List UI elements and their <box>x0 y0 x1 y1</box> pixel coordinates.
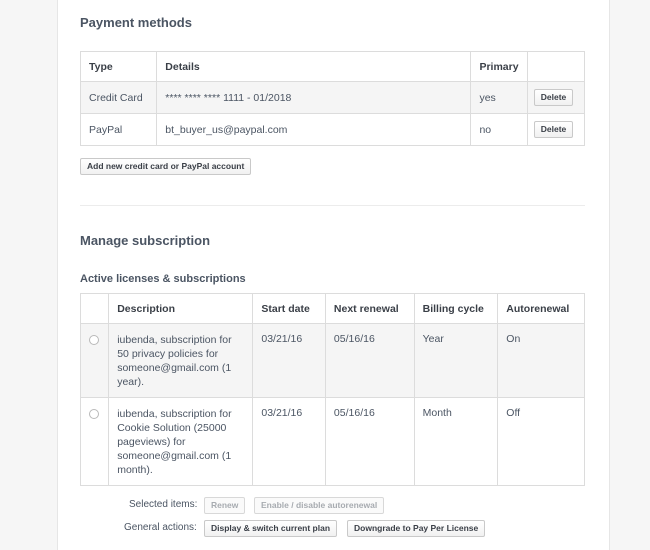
payment-primary: yes <box>471 82 527 114</box>
select-subscription-radio[interactable] <box>89 335 99 345</box>
payment-methods-title: Payment methods <box>80 15 192 30</box>
renew-button[interactable]: Renew <box>204 497 245 514</box>
subscription-start-date: 03/21/16 <box>253 398 326 486</box>
subscription-description: iubenda, subscription for 50 privacy policies for someone@gmail.com (1 year). <box>109 324 253 398</box>
payment-details: **** **** **** 1111 - 01/2018 <box>157 82 471 114</box>
toggle-autorenewal-button[interactable]: Enable / disable autorenewal <box>254 497 384 514</box>
section-divider <box>80 205 585 206</box>
col-actions <box>527 52 584 82</box>
payment-methods-table <box>80 51 585 146</box>
payment-actions-cell <box>527 82 584 114</box>
col-next-renewal: Next renewal <box>325 294 414 324</box>
payment-type: PayPal <box>81 114 157 146</box>
payment-table-header <box>81 52 585 82</box>
switch-plan-button[interactable]: Display & switch current plan <box>204 520 337 537</box>
payment-details: bt_buyer_us@paypal.com <box>157 114 471 146</box>
subscription-description: iubenda, subscription for Cookie Solution (25000 pageviews) for someone@gmail.com (1 month). <box>109 398 253 486</box>
subscription-autorenewal: Off <box>498 398 585 486</box>
select-cell <box>81 398 109 486</box>
payment-type: Credit Card <box>81 82 157 114</box>
select-cell <box>81 324 109 398</box>
col-autorenewal: Autorenewal <box>498 294 585 324</box>
subscription-next-renewal: 05/16/16 <box>325 398 414 486</box>
account-panel <box>57 0 610 550</box>
subscription-row <box>81 324 585 398</box>
col-billing-cycle: Billing cycle <box>414 294 498 324</box>
add-payment-method-button[interactable]: Add new credit card or PayPal account <box>80 158 251 175</box>
general-actions-label: General actions: <box>124 522 197 533</box>
col-primary: Primary <box>471 52 527 82</box>
subscription-start-date: 03/21/16 <box>253 324 326 398</box>
col-type: Type <box>81 52 157 82</box>
subscription-billing-cycle: Month <box>414 398 498 486</box>
subscription-next-renewal: 05/16/16 <box>325 324 414 398</box>
col-start-date: Start date <box>253 294 326 324</box>
col-select <box>81 294 109 324</box>
payment-row-paypal <box>81 114 585 146</box>
downgrade-button[interactable]: Downgrade to Pay Per License <box>347 520 485 537</box>
subscription-row <box>81 398 585 486</box>
payment-row-credit-card <box>81 82 585 114</box>
subscriptions-table <box>80 293 585 486</box>
col-details: Details <box>157 52 471 82</box>
subscription-billing-cycle: Year <box>414 324 498 398</box>
col-description: Description <box>109 294 253 324</box>
delete-credit-card-button[interactable]: Delete <box>534 89 574 106</box>
selected-items-label: Selected items: <box>129 499 198 510</box>
select-subscription-radio[interactable] <box>89 409 99 419</box>
payment-primary: no <box>471 114 527 146</box>
subscriptions-header <box>81 294 585 324</box>
manage-subscription-title: Manage subscription <box>80 233 211 248</box>
active-licenses-title: Active licenses & subscriptions <box>80 273 246 285</box>
subscription-autorenewal: On <box>498 324 585 398</box>
delete-paypal-button[interactable]: Delete <box>534 121 574 138</box>
payment-actions-cell <box>527 114 584 146</box>
